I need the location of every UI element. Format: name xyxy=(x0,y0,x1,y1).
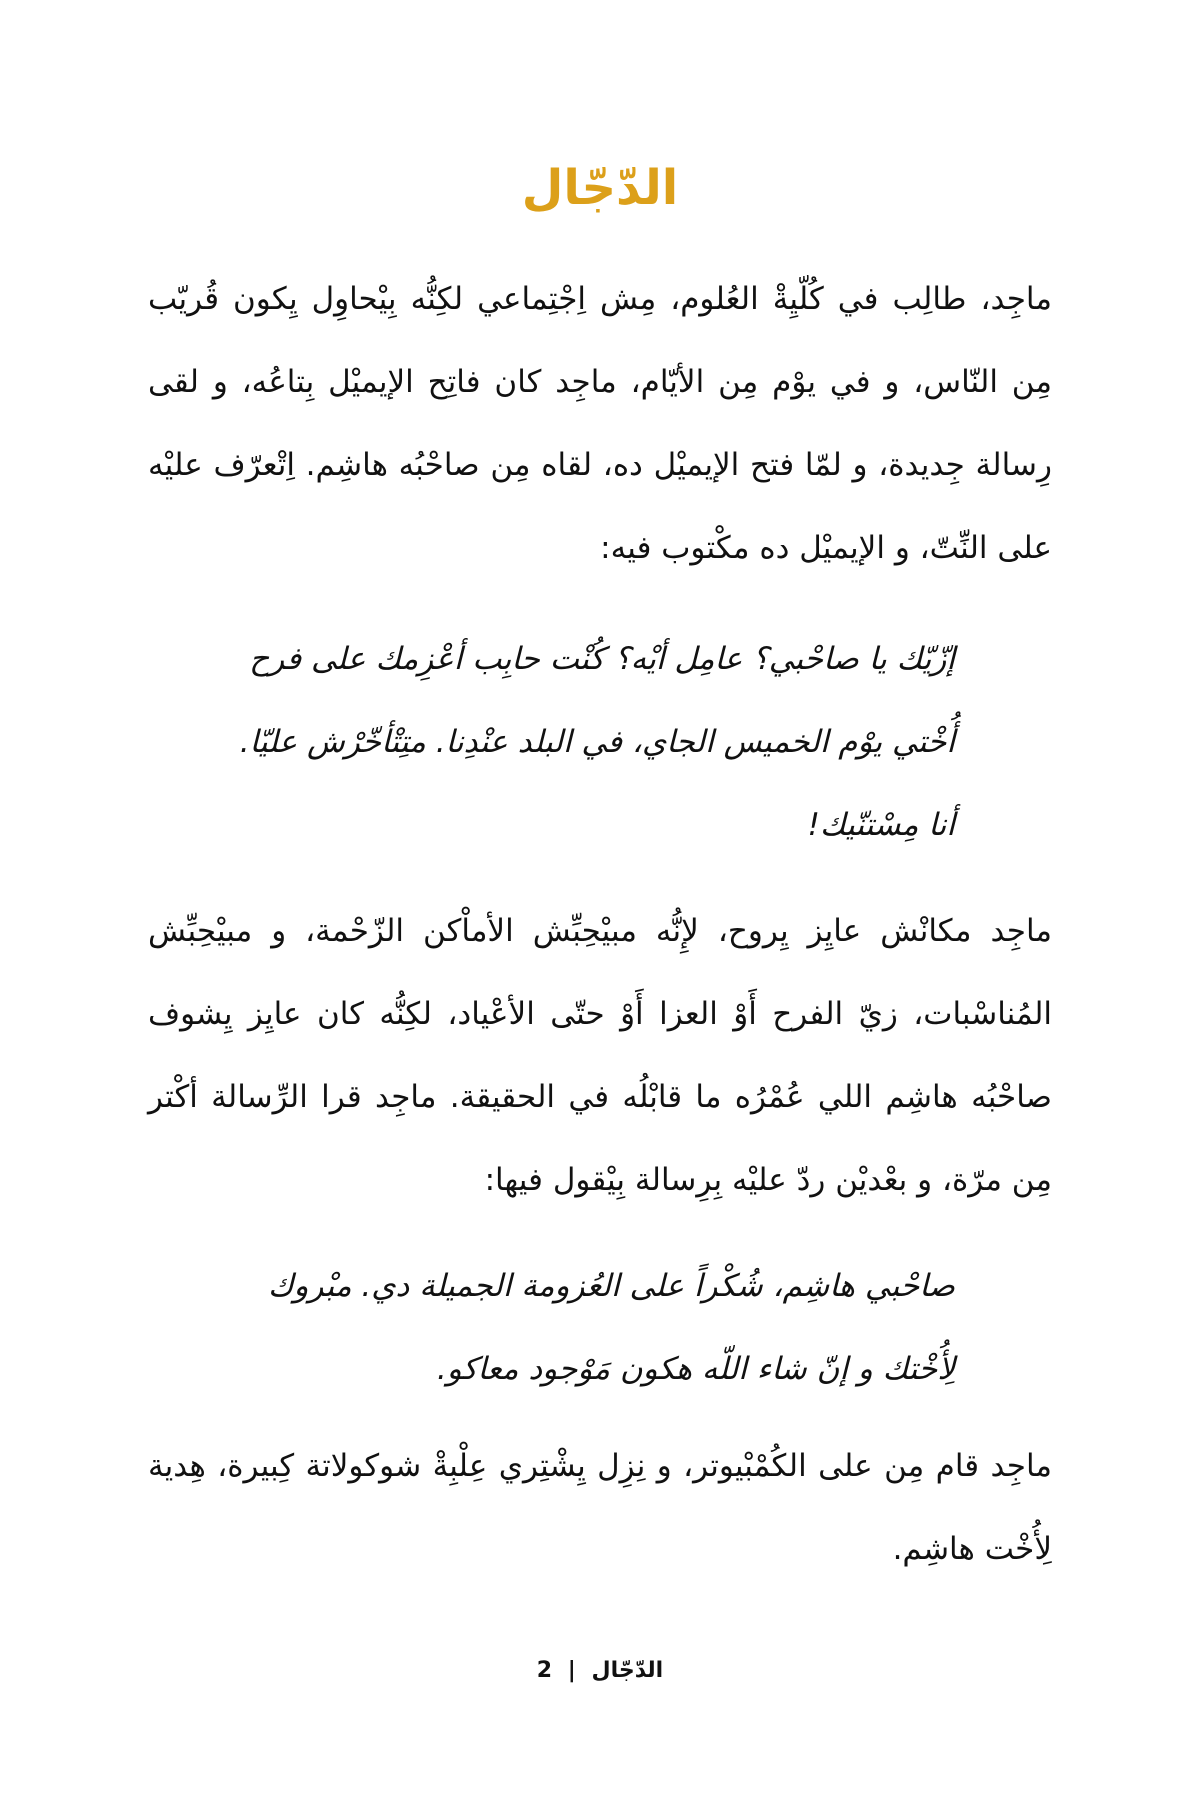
footer-separator: | xyxy=(567,1658,576,1683)
page-footer xyxy=(0,1658,1200,1683)
paragraph-1: ماجد، طالب في كلية العلوم، مش اجتماعي لكنه بيحاول يكون قريب من الناس، و في يوم من الأيام، ماجد كان فاتح الإيميل بتاعه، و لقى رسالة جديدة، و لما فتح الإيميل ده، لقاه من صاحبه هاشم. اتعرف عليه على النت، و الإيميل ده مكتوب فيه: xyxy=(148,281,1053,566)
paragraph-2: ماجد مكانش عايز يروح، لإنه مبيحبش الأماكن الزحمة، و مبيحبش المناسبات، زي الفرح أو العزا أو حتى الأعياد، لكنه كان عايز يشوف صاحبه هاشم اللي عمره ما قابله في الحقيقة. ماجد قرا الرسالة أكتر من مرة، و بعدين رد عليه برسالة بيقول فيها: xyxy=(148,913,1053,1198)
page-number: 2 xyxy=(536,1658,553,1683)
quote-2: صاحبي هاشم، شكرا على العزومة الجميلة دي. مبروك لختك و إن شاء الله هكون موجود معاكو. xyxy=(267,1268,955,1387)
quote-1: إزيك يا صاحبي؟ عامل أيه؟ كنت حابب أعزمك على فرح أختي يوم الخميس الجاي، في البلد عندنا. متتأخرش عليا. أنا مستنيك! xyxy=(239,641,955,843)
paragraph-3: ماجد قام من على الكمبيوتر، و نزل يشتري علبة شوكولاتة كبيرة، هدية لخت هاشم. xyxy=(148,1448,1052,1567)
page-title: الدجال xyxy=(521,160,679,216)
footer-title: الدجال xyxy=(591,1658,664,1683)
